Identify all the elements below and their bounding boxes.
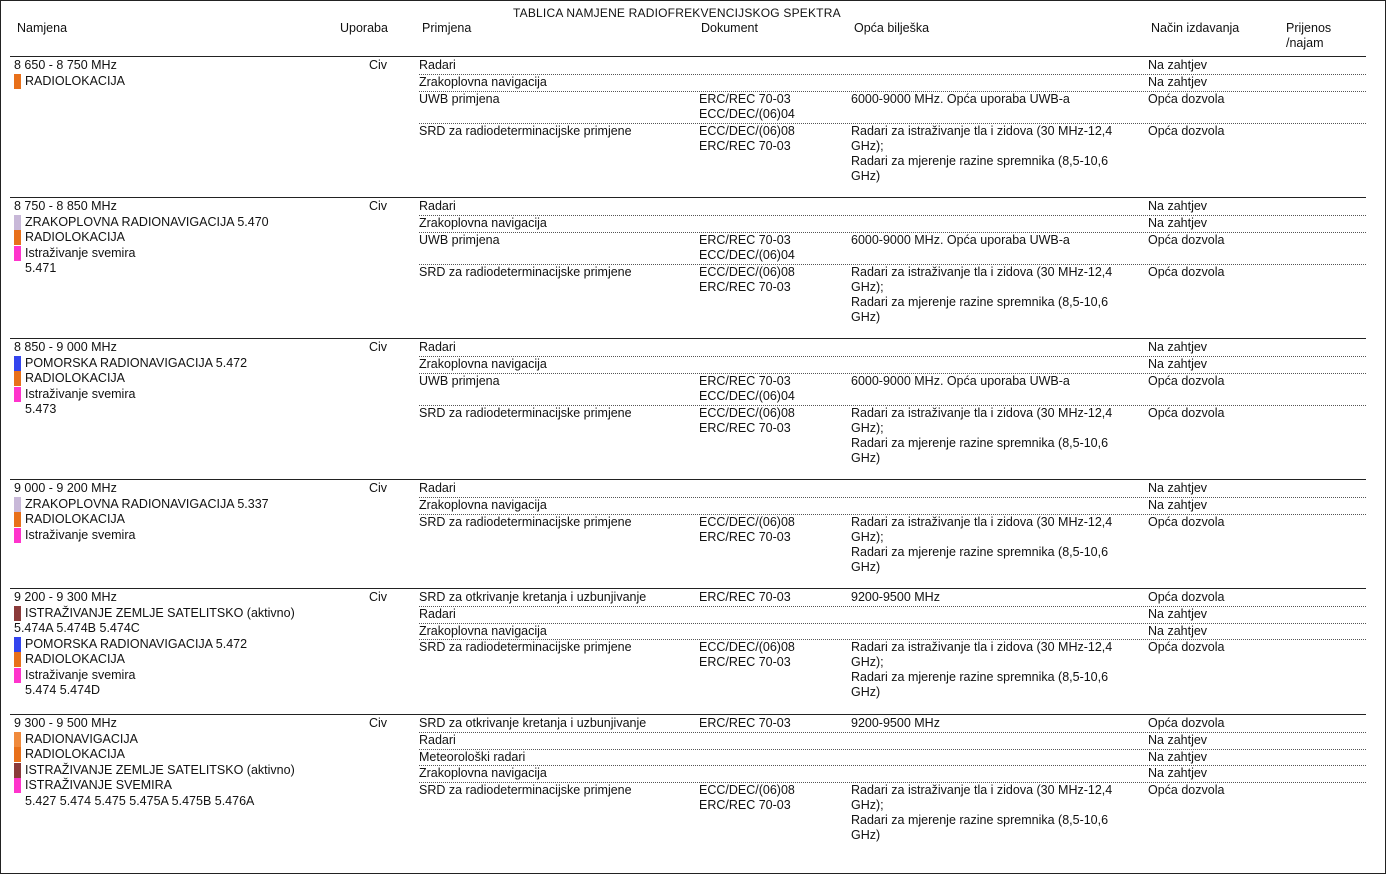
nacin-cell [1148, 265, 1224, 280]
service-allocation [14, 528, 334, 544]
header-dokument: Dokument [701, 21, 758, 35]
note-line: Radari za istraživanje tla i zidova (30 MHz-12,4 [851, 782, 1113, 797]
nacin-cell [1148, 766, 1207, 781]
note-cell [851, 265, 1141, 325]
header-divider [10, 56, 1366, 57]
service-allocation [14, 246, 334, 262]
primjena-text: Radari [419, 58, 456, 72]
primjena-text: UWB primjena [419, 233, 500, 247]
application-rows [419, 590, 1366, 704]
table-row [419, 716, 1366, 733]
note-cell [851, 233, 1141, 248]
document-line: ECC/DEC/(06)04 [699, 248, 795, 262]
note-cell [851, 374, 1141, 389]
service-allocation [14, 371, 334, 387]
service-footnote: 5.474A 5.474B 5.474C [14, 621, 140, 635]
service-label: Istraživanje svemira [25, 386, 136, 401]
document-line: ECC/DEC/(06)08 [699, 782, 795, 797]
primjena-text: Meteorološki radari [419, 749, 526, 764]
service-color-swatch [14, 356, 21, 371]
primjena-text: Radari [419, 481, 456, 495]
frequency-range: 8 650 - 8 750 MHz [14, 58, 117, 72]
primjena-cell [419, 92, 500, 107]
frequency-range: 8 850 - 9 000 MHz [14, 340, 117, 354]
primjena-cell [419, 357, 547, 372]
note-line: Radari za istraživanje tla i zidova (30 MHz-12,4 [851, 405, 1113, 420]
nacin-cell [1148, 199, 1207, 214]
primjena-text: Zrakoplovna navigacija [419, 498, 547, 512]
nacin-text: Opća dozvola [1148, 233, 1225, 247]
service-label: Istraživanje svemira [25, 527, 136, 542]
note-cell [851, 92, 1141, 107]
service-label: RADIOLOKACIJA [25, 371, 126, 385]
uporaba-value: Civ [369, 199, 388, 213]
table-row [419, 607, 1366, 624]
nacin-text: Opća dozvola [1148, 405, 1225, 420]
nacin-text: Opća dozvola [1148, 92, 1225, 106]
table-row [419, 75, 1366, 92]
primjena-cell [419, 607, 456, 622]
table-row [419, 590, 1366, 607]
table-row [419, 233, 1366, 265]
primjena-text: SRD za radiodeterminacijske primjene [419, 515, 632, 529]
service-color-swatch [14, 512, 21, 527]
primjena-cell [419, 750, 525, 765]
service-color-swatch [14, 747, 21, 762]
document-line: ERC/REC 70-03 [699, 138, 791, 153]
document-line: ERC/REC 70-03 [699, 797, 791, 812]
service-allocation [14, 497, 334, 513]
service-color-swatch [14, 528, 21, 543]
note-line: 6000-9000 MHz. Opća uporaba UWB-a [851, 233, 1070, 247]
service-label: ZRAKOPLOVNA RADIONAVIGACIJA 5.337 [25, 496, 269, 511]
primjena-text: SRD za radiodeterminacijske primjene [419, 782, 632, 797]
nacin-cell [1148, 624, 1207, 639]
primjena-cell [419, 766, 547, 781]
service-label: RADIOLOKACIJA [25, 73, 126, 88]
table-row [419, 340, 1366, 357]
nacin-cell [1148, 733, 1207, 748]
service-label: Istraživanje svemira [25, 245, 136, 260]
document-line: ERC/REC 70-03 [699, 590, 791, 604]
service-allocation [14, 732, 334, 748]
primjena-cell [419, 374, 500, 389]
note-line: GHz) [851, 168, 881, 183]
nacin-text: Opća dozvola [1148, 374, 1225, 388]
service-allocation [14, 668, 334, 684]
nacin-cell [1148, 590, 1224, 605]
note-line: Radari za mjerenje razine spremnika (8,5-10,6 [851, 670, 1109, 684]
note-line: GHz) [851, 560, 881, 574]
header-namjena: Namjena [17, 21, 68, 35]
nacin-text: Na zahtjev [1148, 75, 1208, 89]
note-cell [851, 590, 1141, 605]
document-line: ERC/REC 70-03 [699, 279, 791, 294]
document-line: ERC/REC 70-03 [699, 233, 791, 247]
note-line: Radari za istraživanje tla i zidova (30 MHz-12,4 [851, 123, 1113, 138]
table-row [419, 766, 1366, 783]
service-color-swatch [14, 74, 21, 89]
primjena-cell [419, 624, 547, 639]
service-allocation [14, 230, 334, 246]
footnote-refs: 5.427 5.474 5.475 5.475A 5.475B 5.476A [25, 793, 255, 808]
header-nacin: Način izdavanja [1151, 21, 1240, 35]
primjena-cell [419, 199, 456, 214]
nacin-text: Na zahtjev [1148, 199, 1208, 213]
service-color-swatch [14, 668, 21, 683]
document-line: ERC/REC 70-03 [699, 420, 791, 435]
primjena-cell [419, 498, 547, 513]
footnote-refs: 5.473 [25, 402, 57, 416]
table-row [419, 733, 1366, 750]
primjena-cell [419, 640, 632, 655]
primjena-text: Radari [419, 199, 456, 213]
dokument-cell [699, 124, 849, 154]
service-allocation [14, 763, 334, 779]
dokument-cell [699, 640, 849, 670]
section-divider [10, 338, 1366, 339]
primjena-text: Radari [419, 340, 456, 354]
uporaba-value: Civ [369, 340, 388, 354]
table-row [419, 515, 1366, 579]
table-row [419, 624, 1366, 641]
table-row [419, 374, 1366, 406]
note-line: Radari za mjerenje razine spremnika (8,5-10,6 [851, 153, 1109, 168]
service-label: RADIOLOKACIJA [25, 652, 126, 666]
header-uporaba: Uporaba [340, 21, 388, 35]
service-label: ZRAKOPLOVNA RADIONAVIGACIJA 5.470 [25, 214, 269, 229]
nacin-cell [1148, 216, 1207, 231]
namjena-cell [14, 716, 334, 809]
note-cell [851, 515, 1141, 575]
primjena-text: Zrakoplovna navigacija [419, 766, 547, 780]
document-line: ECC/DEC/(06)04 [699, 389, 795, 403]
uporaba-value: Civ [369, 590, 388, 604]
nacin-cell [1148, 716, 1224, 731]
note-line: 6000-9000 MHz. Opća uporaba UWB-a [851, 92, 1070, 106]
primjena-cell [419, 590, 646, 605]
note-line: Radari za mjerenje razine spremnika (8,5-10,6 [851, 812, 1109, 827]
primjena-text: Zrakoplovna navigacija [419, 75, 547, 89]
service-allocation [14, 387, 334, 403]
service-label: RADIONAVIGACIJA [25, 731, 138, 746]
primjena-cell [419, 716, 646, 731]
document-line: ECC/DEC/(06)08 [699, 264, 795, 279]
service-allocation [14, 356, 334, 372]
primjena-text: SRD za otkrivanje kretanja i uzbunjivanje [419, 716, 647, 730]
application-rows [419, 481, 1366, 579]
service-allocation [14, 512, 334, 528]
dokument-cell [699, 406, 849, 436]
uporaba-value: Civ [369, 58, 388, 72]
application-rows [419, 340, 1366, 470]
primjena-cell [419, 124, 632, 139]
primjena-text: SRD za otkrivanje kretanja i uzbunjivanje [419, 590, 647, 604]
service-allocation [14, 637, 334, 653]
note-line: Radari za mjerenje razine spremnika (8,5-10,6 [851, 435, 1109, 450]
primjena-text: Radari [419, 607, 456, 621]
nacin-cell [1148, 640, 1224, 655]
nacin-cell [1148, 75, 1207, 90]
primjena-cell [419, 406, 632, 421]
nacin-cell [1148, 515, 1224, 530]
primjena-text: Radari [419, 733, 456, 747]
note-cell [851, 406, 1141, 466]
document-line: ECC/DEC/(06)08 [699, 640, 795, 654]
service-allocation [14, 652, 334, 668]
footnote-refs: 5.471 [25, 261, 57, 275]
note-line: Radari za istraživanje tla i zidova (30 MHz-12,4 [851, 640, 1113, 654]
nacin-text: Opća dozvola [1148, 264, 1225, 279]
namjena-cell [14, 199, 334, 277]
table-row [419, 498, 1366, 515]
nacin-cell [1148, 374, 1224, 389]
service-color-swatch [14, 387, 21, 402]
nacin-cell [1148, 783, 1224, 798]
namjena-cell [14, 590, 334, 699]
service-color-swatch [14, 246, 21, 261]
nacin-text: Na zahtjev [1148, 623, 1208, 638]
nacin-text: Opća dozvola [1148, 590, 1225, 604]
service-allocation [14, 74, 334, 90]
note-line: 6000-9000 MHz. Opća uporaba UWB-a [851, 374, 1070, 388]
namjena-cell [14, 340, 334, 418]
nacin-cell [1148, 498, 1207, 513]
primjena-cell [419, 265, 632, 280]
service-label: POMORSKA RADIONAVIGACIJA 5.472 [25, 636, 248, 651]
table-row [419, 481, 1366, 498]
document-line: ECC/DEC/(06)04 [699, 107, 795, 121]
service-label: ISTRAŽIVANJE SVEMIRA [25, 778, 173, 792]
section-divider [10, 479, 1366, 480]
document-line: ECC/DEC/(06)08 [699, 515, 795, 529]
nacin-text: Na zahtjev [1148, 58, 1208, 72]
note-line: Radari za istraživanje tla i zidova (30 MHz-12,4 [851, 515, 1113, 529]
service-color-swatch [14, 778, 21, 793]
footnote-refs: 5.474 5.474D [25, 683, 101, 697]
document-line: ERC/REC 70-03 [699, 374, 791, 388]
primjena-cell [419, 783, 632, 798]
nacin-text: Na zahtjev [1148, 216, 1208, 230]
table-row [419, 216, 1366, 233]
application-rows [419, 716, 1366, 847]
table-row [419, 199, 1366, 216]
nacin-cell [1148, 607, 1207, 622]
note-line: 9200-9500 MHz [851, 590, 940, 604]
primjena-cell [419, 340, 456, 355]
nacin-text: Opća dozvola [1148, 716, 1225, 730]
nacin-text: Na zahtjev [1148, 749, 1208, 764]
table-row [419, 357, 1366, 374]
nacin-text: Opća dozvola [1148, 782, 1225, 797]
service-allocation [14, 747, 334, 763]
uporaba-value: Civ [369, 716, 388, 730]
nacin-text: Na zahtjev [1148, 357, 1208, 371]
section-divider [10, 197, 1366, 198]
dokument-cell [699, 233, 849, 263]
service-color-swatch [14, 732, 21, 747]
service-color-swatch [14, 763, 21, 778]
nacin-text: Na zahtjev [1148, 607, 1208, 621]
service-color-swatch [14, 606, 21, 621]
note-line: GHz); [851, 655, 884, 669]
note-line: 9200-9500 MHz [851, 716, 940, 730]
primjena-cell [419, 75, 547, 90]
nacin-cell [1148, 233, 1224, 248]
nacin-cell [1148, 92, 1224, 107]
dokument-cell [699, 374, 849, 404]
service-allocation [14, 215, 334, 231]
nacin-text: Na zahtjev [1148, 733, 1208, 747]
service-allocation [14, 606, 334, 622]
primjena-text: SRD za radiodeterminacijske primjene [419, 264, 632, 279]
header-prijenos-line2: /najam [1286, 36, 1324, 50]
primjena-text: SRD za radiodeterminacijske primjene [419, 123, 632, 138]
primjena-text: Zrakoplovna navigacija [419, 623, 547, 638]
nacin-text: Opća dozvola [1148, 640, 1225, 654]
nacin-text: Na zahtjev [1148, 498, 1208, 512]
namjena-cell [14, 481, 334, 543]
service-color-swatch [14, 637, 21, 652]
service-label: ISTRAŽIVANJE ZEMLJE SATELITSKO (aktivno) [25, 605, 295, 620]
service-color-swatch [14, 652, 21, 667]
note-cell [851, 640, 1141, 700]
service-label: POMORSKA RADIONAVIGACIJA 5.472 [25, 355, 248, 370]
section-divider [10, 714, 1366, 715]
table-row [419, 750, 1366, 767]
note-line: Radari za mjerenje razine spremnika (8,5-10,6 [851, 294, 1109, 309]
service-color-swatch [14, 230, 21, 245]
dokument-cell [699, 783, 849, 813]
note-line: GHz); [851, 530, 884, 544]
dokument-cell [699, 515, 849, 545]
frequency-range: 9 300 - 9 500 MHz [14, 716, 117, 730]
uporaba-value: Civ [369, 481, 388, 495]
frequency-range: 9 200 - 9 300 MHz [14, 590, 117, 604]
nacin-text: Na zahtjev [1148, 481, 1208, 495]
note-cell [851, 716, 1141, 731]
note-line: GHz); [851, 279, 884, 294]
nacin-text: Na zahtjev [1148, 340, 1208, 354]
header-prijenos [1286, 21, 1331, 51]
service-color-swatch [14, 215, 21, 230]
note-line: GHz); [851, 420, 884, 435]
document-line: ECC/DEC/(06)08 [699, 123, 795, 138]
table-row [419, 92, 1366, 124]
primjena-text: SRD za radiodeterminacijske primjene [419, 640, 632, 654]
service-color-swatch [14, 497, 21, 512]
table-row [419, 783, 1366, 847]
table-row [419, 406, 1366, 470]
namjena-cell [14, 58, 334, 89]
nacin-cell [1148, 481, 1207, 496]
dokument-cell [699, 590, 849, 605]
header-primjena: Primjena [422, 21, 472, 35]
dokument-cell [699, 265, 849, 295]
nacin-text: Opća dozvola [1148, 515, 1225, 529]
service-label: ISTRAŽIVANJE ZEMLJE SATELITSKO (aktivno) [25, 762, 295, 777]
dokument-cell [699, 92, 849, 122]
primjena-cell [419, 515, 632, 530]
nacin-cell [1148, 124, 1224, 139]
nacin-cell [1148, 340, 1207, 355]
note-line: Radari za mjerenje razine spremnika (8,5-10,6 [851, 545, 1109, 559]
service-allocation [14, 778, 334, 794]
application-rows [419, 58, 1366, 188]
service-label: RADIOLOKACIJA [25, 747, 126, 761]
primjena-text: UWB primjena [419, 92, 500, 106]
frequency-range: 9 000 - 9 200 MHz [14, 481, 117, 495]
note-cell [851, 124, 1141, 184]
note-line: GHz) [851, 450, 881, 465]
table-row [419, 124, 1366, 188]
nacin-text: Opća dozvola [1148, 123, 1225, 138]
page-title: TABLICA NAMJENE RADIOFREKVENCIJSKOG SPEKTRA [513, 6, 841, 20]
nacin-cell [1148, 357, 1207, 372]
application-rows [419, 199, 1366, 329]
service-color-swatch [14, 371, 21, 386]
primjena-cell [419, 481, 456, 496]
dokument-cell [699, 716, 849, 731]
table-row [419, 265, 1366, 329]
section-divider [10, 588, 1366, 589]
header-prijenos-line1: Prijenos [1286, 21, 1332, 35]
primjena-text: Zrakoplovna navigacija [419, 216, 547, 230]
primjena-text: Zrakoplovna navigacija [419, 357, 547, 371]
document-line: ERC/REC 70-03 [699, 655, 791, 669]
nacin-cell [1148, 58, 1207, 73]
nacin-cell [1148, 406, 1224, 421]
document-line: ECC/DEC/(06)08 [699, 405, 795, 420]
document-line: ERC/REC 70-03 [699, 92, 791, 106]
service-label: Istraživanje svemira [25, 667, 136, 682]
note-cell [851, 783, 1141, 843]
primjena-text: UWB primjena [419, 374, 500, 388]
service-label: RADIOLOKACIJA [25, 512, 126, 526]
note-line: GHz); [851, 138, 884, 153]
primjena-cell [419, 58, 456, 73]
note-line: Radari za istraživanje tla i zidova (30 MHz-12,4 [851, 264, 1113, 279]
nacin-text: Na zahtjev [1148, 766, 1208, 780]
service-label: RADIOLOKACIJA [25, 230, 126, 244]
header-napomena: Opća bilješka [854, 21, 930, 35]
primjena-cell [419, 233, 500, 248]
primjena-cell [419, 733, 456, 748]
note-line: GHz); [851, 797, 884, 812]
note-line: GHz) [851, 309, 881, 324]
note-line: GHz) [851, 827, 881, 842]
table-row [419, 58, 1366, 75]
document-line: ERC/REC 70-03 [699, 716, 791, 730]
nacin-cell [1148, 750, 1207, 765]
table-row [419, 640, 1366, 704]
document-line: ERC/REC 70-03 [699, 530, 791, 544]
note-line: GHz) [851, 685, 881, 699]
primjena-cell [419, 216, 547, 231]
primjena-text: SRD za radiodeterminacijske primjene [419, 405, 632, 420]
frequency-range: 8 750 - 8 850 MHz [14, 199, 117, 213]
